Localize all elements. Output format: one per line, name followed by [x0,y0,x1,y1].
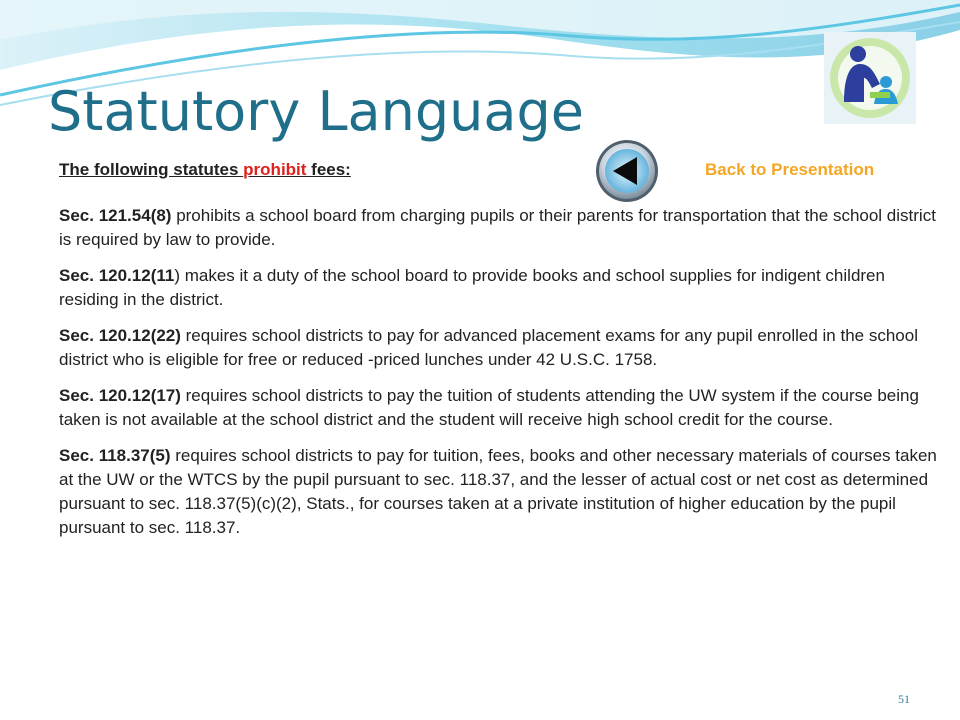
back-button[interactable] [594,138,660,204]
statute-item [59,384,939,432]
intro-heading [59,160,619,180]
statute-ref: Sec. 120.12(17) [59,386,181,405]
teacher-student-icon [824,32,916,124]
statute-ref: Sec. 118.37(5) [59,446,171,465]
statute-list [59,204,939,552]
slide-title: Statutory Language [48,80,584,143]
statute-text: requires school districts to pay for tuition, fees, books and other necessary materials of courses taken at the UW or the WTCS by the pupil pursuant to sec. 118.37, and the lesser of actual cost or net cost as determined pursuant to sec. 118.37(5)(c)(2), Stats., for courses taken at a private institution of higher education by the pupil pursuant to sec. 118.37. [59,446,937,537]
statute-item [59,264,939,312]
back-to-presentation-link[interactable]: Back to Presentation [705,160,875,179]
statute-text: prohibits a school board from charging pupils or their parents for transportation that the school district is required by law to provide. [59,206,936,249]
statute-ref: Sec. 120.12(22) [59,326,181,345]
statute-text: requires school districts to pay for advanced placement exams for any pupil enrolled in the school district who is eligible for free or reduced -priced lunches under 42 U.S.C. 1758. [59,326,918,369]
statute-text: requires school districts to pay the tuition of students attending the UW system if the course being taken is not available at the school district and the student will receive high school credit for the course. [59,386,919,429]
intro-prefix: The following statutes [59,160,244,179]
organization-logo [824,32,916,124]
intro-emphasis: prohibit [243,160,307,179]
left-arrow-icon [594,138,660,204]
statute-ref: Sec. 120.12(11 [59,266,175,285]
statute-item [59,204,939,252]
statute-item [59,324,939,372]
page-number: 51 [898,692,910,706]
statute-text: ) makes it a duty of the school board to provide books and school supplies for indigent children residing in the district. [59,266,885,309]
statute-ref: Sec. 121.54(8) [59,206,172,225]
statute-item [59,444,939,540]
intro-suffix: fees: [306,160,351,179]
